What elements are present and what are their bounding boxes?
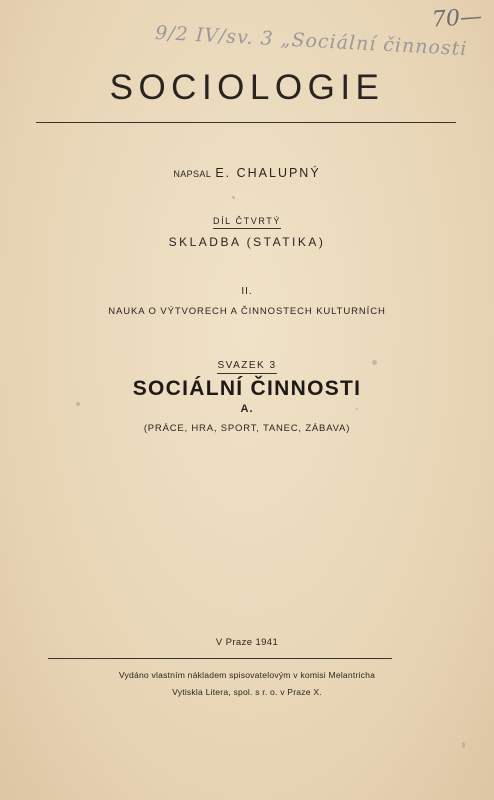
handwritten-catalog-note: 9/2 IV/sv. 3 „Sociální činnosti — [154, 21, 468, 61]
volume-title: SOCIÁLNÍ ČINNOSTI — [132, 377, 362, 400]
imprint-rule — [48, 658, 392, 659]
imprint-publisher: Vydáno vlastním nákladem spisovatelovým v komisi Melantricha — [118, 670, 376, 680]
part-title: SKLADBA (STATIKA) — [168, 235, 326, 249]
part-label-wrap — [0, 216, 494, 229]
imprint-place-year: V Praze 1941 — [215, 637, 279, 648]
paper-speck — [372, 360, 377, 365]
section-title: NAUKA O VÝTVORECH A ČINNOSTECH KULTURNÍCH — [108, 306, 386, 317]
volume-label: SVAZEK 3 — [217, 360, 276, 374]
paper-speck — [462, 742, 465, 748]
paper-speck — [356, 408, 358, 410]
handwritten-shelf-reference: 70— — [431, 4, 483, 33]
book-title: SOCIOLOGIE — [109, 68, 385, 107]
imprint-printer: Vytiskla Litera, spol. s r. o. v Praze X. — [172, 687, 322, 697]
paper-speck — [76, 402, 80, 406]
author-line — [0, 166, 494, 180]
volume-contents: (PRÁCE, HRA, SPORT, TANEC, ZÁBAVA) — [143, 423, 351, 434]
paper-speck — [232, 196, 235, 199]
part-label: DÍL ČTVRTÝ — [213, 216, 281, 229]
section-number: II. — [241, 286, 253, 297]
author-prefix: NAPSAL — [173, 169, 212, 179]
title-rule — [36, 122, 456, 123]
volume-part: A. — [240, 403, 254, 415]
author-name: E. CHALUPNÝ — [215, 166, 321, 180]
volume-label-wrap — [0, 360, 494, 374]
